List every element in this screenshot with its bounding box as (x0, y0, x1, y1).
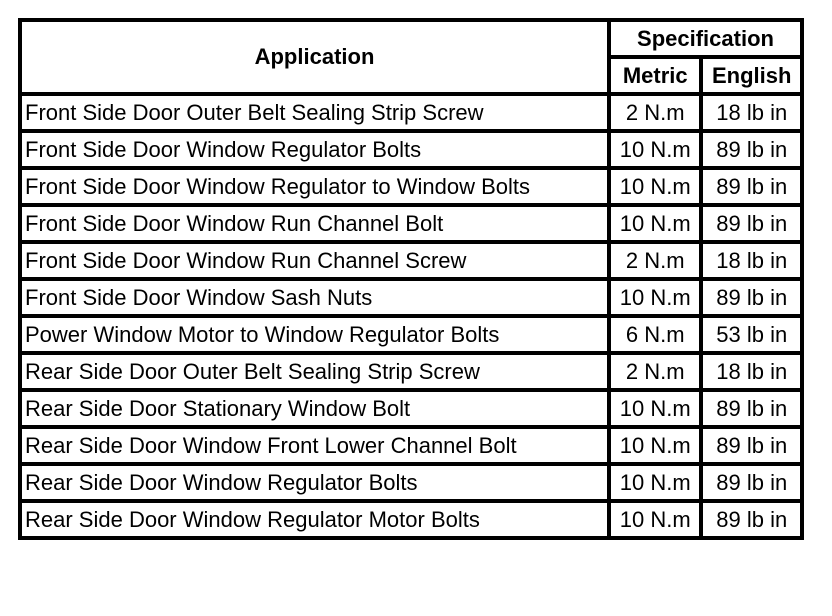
table-row (20, 427, 802, 464)
cell-metric: 10 N.m (609, 131, 701, 168)
cell-application: Rear Side Door Outer Belt Sealing Strip Screw (20, 353, 609, 390)
cell-metric: 10 N.m (609, 390, 701, 427)
cell-application: Rear Side Door Window Front Lower Channel Bolt (20, 427, 609, 464)
table-row (20, 205, 802, 242)
cell-metric: 10 N.m (609, 427, 701, 464)
table-row (20, 279, 802, 316)
header-english: English (701, 57, 802, 94)
cell-english: 18 lb in (701, 94, 802, 131)
table-row (20, 316, 802, 353)
table-row (20, 464, 802, 501)
cell-application: Front Side Door Window Run Channel Bolt (20, 205, 609, 242)
cell-application: Power Window Motor to Window Regulator Bolts (20, 316, 609, 353)
cell-application: Front Side Door Window Sash Nuts (20, 279, 609, 316)
cell-metric: 10 N.m (609, 168, 701, 205)
cell-application: Rear Side Door Window Regulator Bolts (20, 464, 609, 501)
cell-metric: 2 N.m (609, 353, 701, 390)
table-row (20, 353, 802, 390)
cell-metric: 10 N.m (609, 279, 701, 316)
header-metric: Metric (609, 57, 701, 94)
cell-application: Front Side Door Window Run Channel Screw (20, 242, 609, 279)
cell-application: Rear Side Door Stationary Window Bolt (20, 390, 609, 427)
cell-english: 18 lb in (701, 353, 802, 390)
table-row (20, 390, 802, 427)
cell-application: Front Side Door Window Regulator Bolts (20, 131, 609, 168)
cell-english: 89 lb in (701, 168, 802, 205)
cell-english: 89 lb in (701, 131, 802, 168)
cell-english: 89 lb in (701, 427, 802, 464)
header-application: Application (20, 20, 609, 94)
cell-english: 89 lb in (701, 464, 802, 501)
cell-english: 89 lb in (701, 390, 802, 427)
table-header-row (20, 20, 802, 57)
cell-metric: 10 N.m (609, 205, 701, 242)
cell-metric: 2 N.m (609, 242, 701, 279)
table-row (20, 131, 802, 168)
cell-application: Front Side Door Window Regulator to Window Bolts (20, 168, 609, 205)
cell-metric: 6 N.m (609, 316, 701, 353)
cell-metric: 2 N.m (609, 94, 701, 131)
cell-english: 89 lb in (701, 279, 802, 316)
cell-english: 53 lb in (701, 316, 802, 353)
cell-application: Front Side Door Outer Belt Sealing Strip Screw (20, 94, 609, 131)
header-specification: Specification (609, 20, 802, 57)
table-row (20, 94, 802, 131)
cell-application: Rear Side Door Window Regulator Motor Bolts (20, 501, 609, 538)
table-row (20, 168, 802, 205)
cell-english: 18 lb in (701, 242, 802, 279)
table-row (20, 501, 802, 538)
cell-english: 89 lb in (701, 205, 802, 242)
table-row (20, 242, 802, 279)
fastener-spec-table (18, 18, 804, 540)
cell-metric: 10 N.m (609, 501, 701, 538)
cell-english: 89 lb in (701, 501, 802, 538)
cell-metric: 10 N.m (609, 464, 701, 501)
